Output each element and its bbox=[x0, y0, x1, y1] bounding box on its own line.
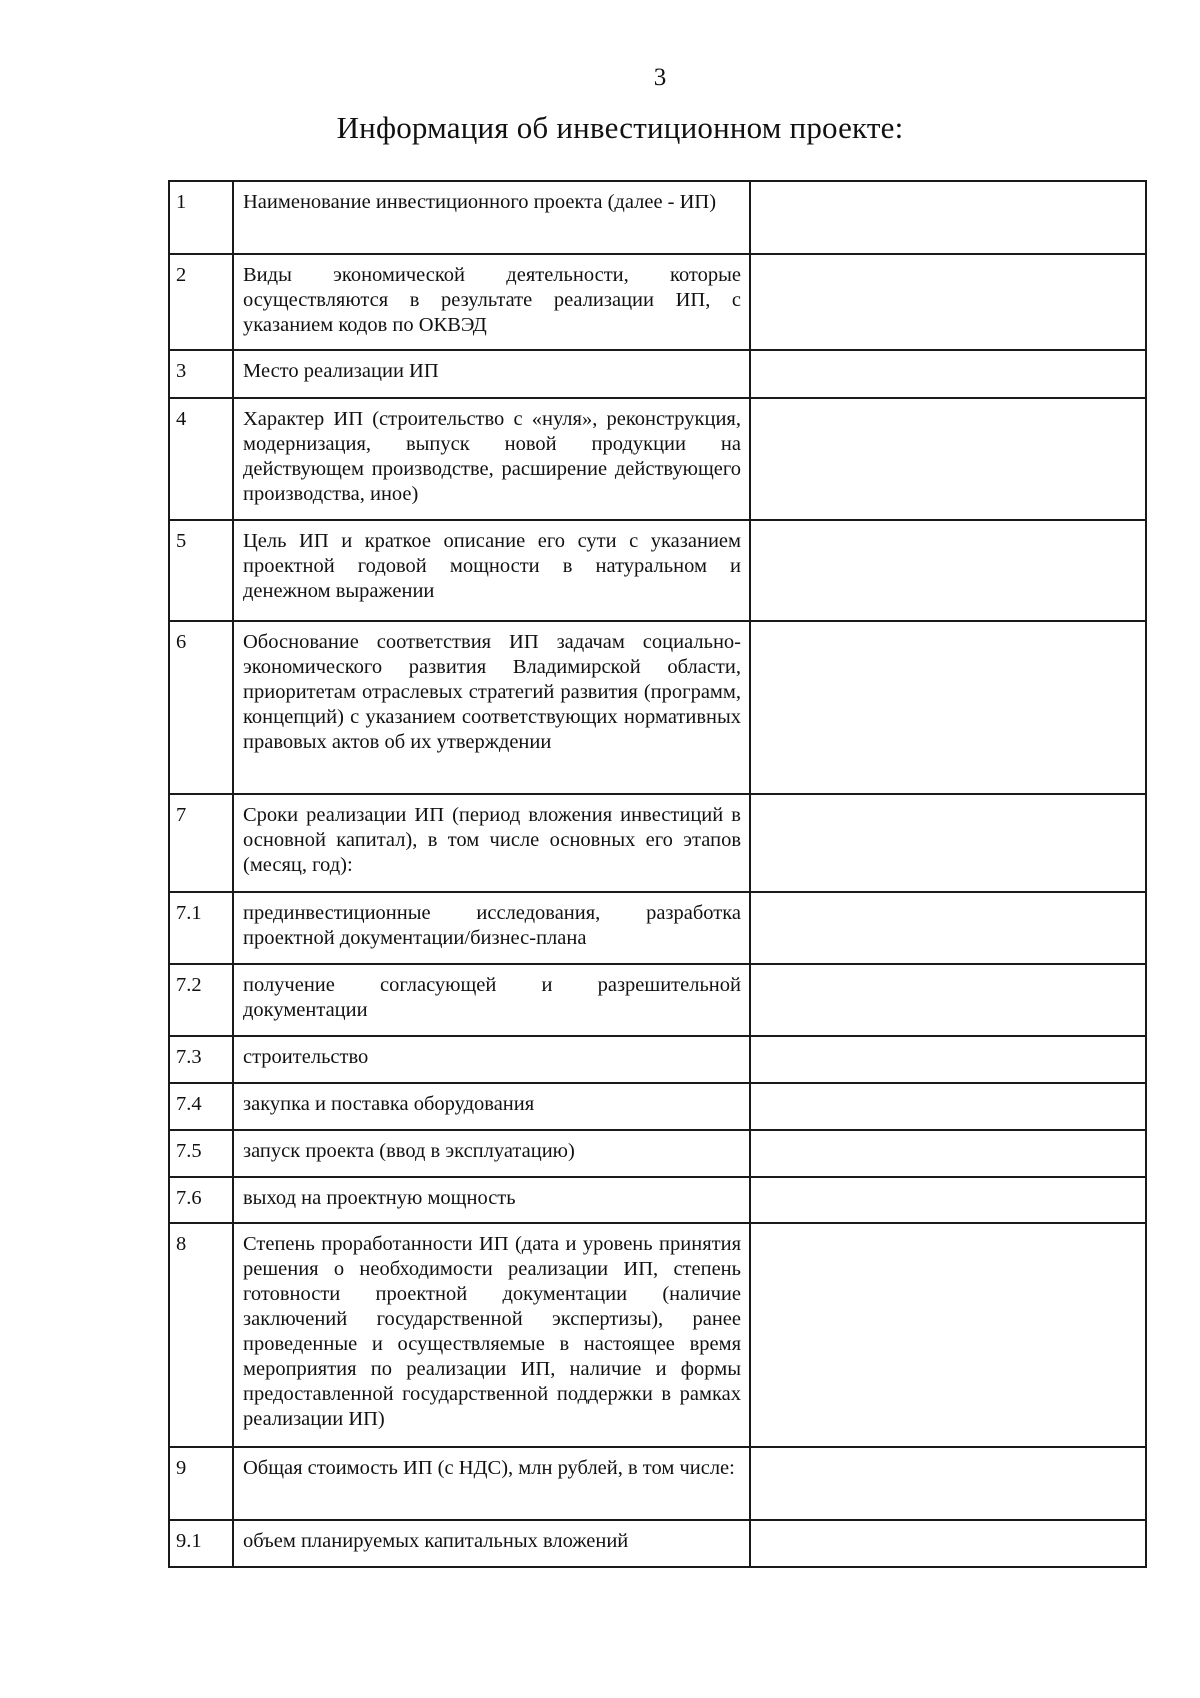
row-description: Степень проработанности ИП (дата и уровень принятия решения о необходимости реализации ИП, степень готовности проектной документации (наличие заключений государственной экспертизы), ранее проведенные и осуществляемые в настоящее время мероприятия по реализации ИП, наличие и формы предоставленной государственной поддержки в рамках реализации ИП) bbox=[233, 1223, 750, 1447]
row-description: Наименование инвестиционного проекта (далее - ИП) bbox=[233, 181, 750, 254]
row-value-cell[interactable] bbox=[750, 254, 1146, 350]
row-value-cell[interactable] bbox=[750, 398, 1146, 520]
table-row bbox=[169, 181, 1146, 254]
row-number: 2 bbox=[169, 254, 233, 350]
row-value-cell[interactable] bbox=[750, 1177, 1146, 1223]
table-row bbox=[169, 621, 1146, 794]
row-description: строительство bbox=[233, 1036, 750, 1083]
row-value-cell[interactable] bbox=[750, 964, 1146, 1036]
row-number: 6 bbox=[169, 621, 233, 794]
row-value-cell[interactable] bbox=[750, 520, 1146, 621]
document-title: Информация об инвестиционном проекте: bbox=[336, 110, 904, 145]
table-row bbox=[169, 794, 1146, 892]
row-description: Место реализации ИП bbox=[233, 350, 750, 398]
table-row bbox=[169, 398, 1146, 520]
row-number: 7.1 bbox=[169, 892, 233, 964]
row-description: получение согласующей и разрешительной документации bbox=[233, 964, 750, 1036]
row-value-cell[interactable] bbox=[750, 350, 1146, 398]
row-description: выход на проектную мощность bbox=[233, 1177, 750, 1223]
row-description: объем планируемых капитальных вложений bbox=[233, 1520, 750, 1567]
row-number: 8 bbox=[169, 1223, 233, 1447]
row-number: 9.1 bbox=[169, 1520, 233, 1567]
table-row bbox=[169, 350, 1146, 398]
table-row bbox=[169, 520, 1146, 621]
row-number: 7.5 bbox=[169, 1130, 233, 1177]
row-value-cell[interactable] bbox=[750, 1520, 1146, 1567]
row-value-cell[interactable] bbox=[750, 1036, 1146, 1083]
table-row bbox=[169, 964, 1146, 1036]
page-number: 3 bbox=[653, 64, 667, 91]
row-number: 5 bbox=[169, 520, 233, 621]
row-value-cell[interactable] bbox=[750, 794, 1146, 892]
row-description: закупка и поставка оборудования bbox=[233, 1083, 750, 1130]
row-number: 7.3 bbox=[169, 1036, 233, 1083]
table-row bbox=[169, 1177, 1146, 1223]
row-number: 7.4 bbox=[169, 1083, 233, 1130]
row-value-cell[interactable] bbox=[750, 892, 1146, 964]
row-number: 7.2 bbox=[169, 964, 233, 1036]
row-number: 9 bbox=[169, 1447, 233, 1520]
row-value-cell[interactable] bbox=[750, 1083, 1146, 1130]
row-value-cell[interactable] bbox=[750, 1223, 1146, 1447]
row-description: прединвестиционные исследования, разработка проектной документации/бизнес-плана bbox=[233, 892, 750, 964]
row-number: 4 bbox=[169, 398, 233, 520]
table-row bbox=[169, 892, 1146, 964]
row-description: Обоснование соответствия ИП задачам социально-экономического развития Владимирской области, приоритетам отраслевых стратегий развития (программ, концепций) с указанием соответствующих нормативных правовых актов об их утверждении bbox=[233, 621, 750, 794]
row-number: 7 bbox=[169, 794, 233, 892]
table-row bbox=[169, 1447, 1146, 1520]
row-description: Виды экономической деятельности, которые осуществляются в результате реализации ИП, с указанием кодов по ОКВЭД bbox=[233, 254, 750, 350]
row-number: 1 bbox=[169, 181, 233, 254]
row-value-cell[interactable] bbox=[750, 181, 1146, 254]
table-row bbox=[169, 1520, 1146, 1567]
table-row bbox=[169, 1223, 1146, 1447]
table-row bbox=[169, 254, 1146, 350]
project-info-table bbox=[168, 180, 1147, 1568]
row-description: Характер ИП (строительство с «нуля», реконструкция, модернизация, выпуск новой продукции на действующем производстве, расширение действующего производства, иное) bbox=[233, 398, 750, 520]
row-value-cell[interactable] bbox=[750, 1130, 1146, 1177]
row-description: запуск проекта (ввод в эксплуатацию) bbox=[233, 1130, 750, 1177]
row-number: 3 bbox=[169, 350, 233, 398]
table-row bbox=[169, 1036, 1146, 1083]
row-value-cell[interactable] bbox=[750, 621, 1146, 794]
row-description: Общая стоимость ИП (с НДС), млн рублей, в том числе: bbox=[233, 1447, 750, 1520]
row-value-cell[interactable] bbox=[750, 1447, 1146, 1520]
row-number: 7.6 bbox=[169, 1177, 233, 1223]
row-description: Цель ИП и краткое описание его сути с указанием проектной годовой мощности в натуральном и денежном выражении bbox=[233, 520, 750, 621]
row-description: Сроки реализации ИП (период вложения инвестиций в основной капитал), в том числе основных его этапов (месяц, год): bbox=[233, 794, 750, 892]
table-row bbox=[169, 1083, 1146, 1130]
table-row bbox=[169, 1130, 1146, 1177]
